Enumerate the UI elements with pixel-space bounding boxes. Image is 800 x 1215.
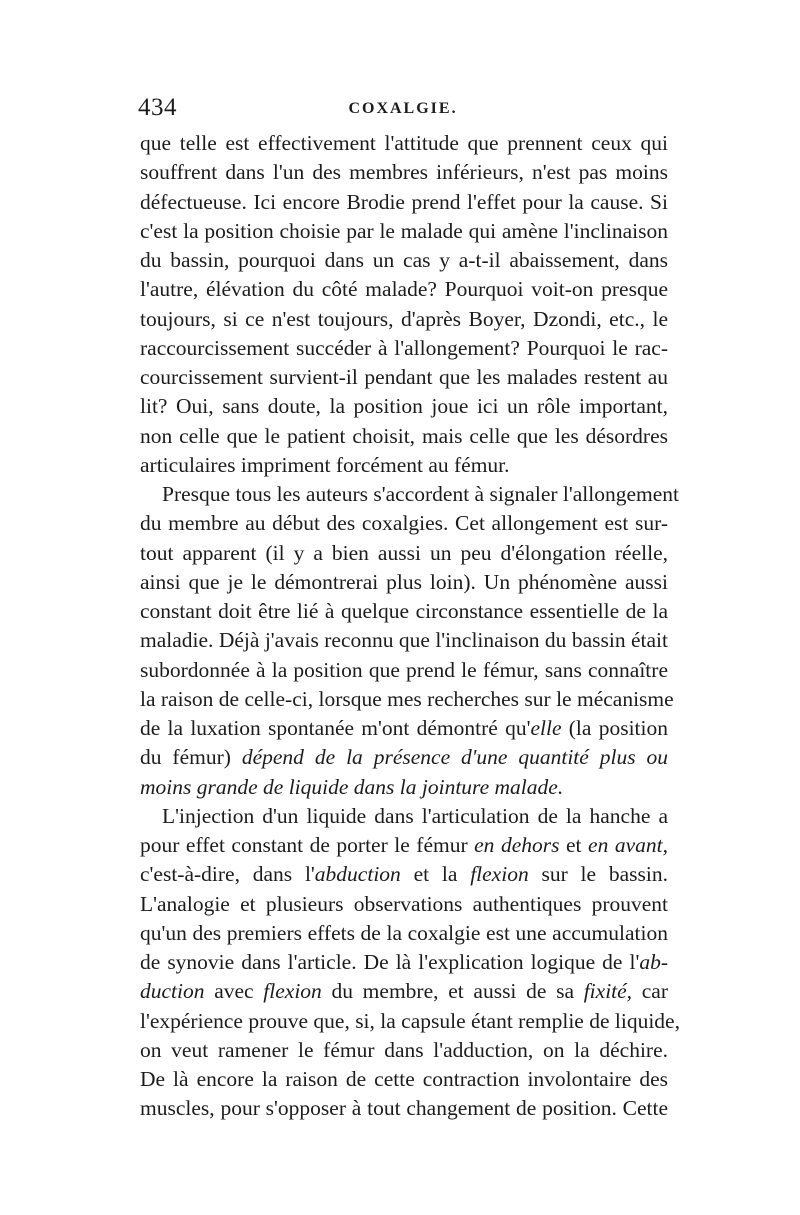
text-line: l'expérience prouve que, si, la capsule étant remplie de liquide, <box>140 1008 680 1033</box>
text-line: la raison de celle-ci, lorsque mes recherches sur le mécanisme <box>140 686 674 711</box>
italic-segment: fixité, <box>583 979 633 1004</box>
text-line: lit? Oui, sans doute, la position joue ici un rôle important, <box>140 394 668 419</box>
text-line: du membre au début des coxalgies. Cet allongement est sur- <box>140 511 668 536</box>
italic-segment: flexion <box>263 979 322 1004</box>
text-segment: pour effet constant de porter le fémur <box>140 833 475 857</box>
text-line <box>140 977 668 1006</box>
italic-segment: en dehors <box>474 833 560 857</box>
text-segment: car <box>632 979 669 1004</box>
text-segment: de synovie dans l'article. De là l'explication logique de l' <box>140 950 640 974</box>
text-line: c'est la position choisie par le malade qui amène l'inclinaison <box>140 218 668 243</box>
text-line: maladie. Déjà j'avais reconnu que l'inclinaison du bassin était <box>140 628 668 653</box>
text-line: que telle est effectivement l'attitude que prennent ceux qui <box>140 131 668 155</box>
running-head: COXALGIE. <box>348 100 458 117</box>
text-line: souffrent dans l'un des membres inférieurs, n'est pas moins <box>140 160 668 185</box>
text-segment: (la position <box>561 716 668 740</box>
italic-segment: en avant, <box>588 833 668 857</box>
text-line: ainsi que je le démontrerai plus loin). Un phénomène aussi <box>140 569 668 594</box>
text-line <box>140 948 668 977</box>
text-line: raccourcissement succéder à l'allongement? Pourquoi le rac- <box>140 335 668 360</box>
text-segment: avec <box>204 979 264 1004</box>
text-line: L'analogie et plusieurs observations authentiques prouvent <box>140 891 668 916</box>
text-line: courcissement survient-il pendant que les malades restent au <box>140 365 668 389</box>
italic-segment: abduction <box>314 862 401 887</box>
text-segment: du fémur) <box>140 745 242 770</box>
text-line: tout apparent (il y a bien aussi un peu d'élongation réelle, <box>140 540 668 565</box>
italic-segment: flexion <box>470 862 529 887</box>
text-segment: de la luxation spontanée m'ont démontré qu' <box>140 716 531 740</box>
text-line: qu'un des premiers effets de la coxalgie est une accumulation <box>140 920 668 945</box>
text-line <box>140 773 668 802</box>
text-line: non celle que le patient choisit, mais celle que les désordres <box>140 423 668 448</box>
text-segment: du membre, et aussi de sa <box>321 979 584 1004</box>
body-text <box>140 129 680 1124</box>
text-line <box>140 714 668 743</box>
page-header <box>138 94 668 124</box>
text-line: subordonnée à la position que prend le fémur, sans connaître <box>140 657 668 682</box>
italic-segment: elle <box>530 716 562 740</box>
text-segment: c'est-à-dire, dans l' <box>140 862 315 887</box>
page-number: 434 <box>138 94 177 121</box>
text-line: défectueuse. Ici encore Brodie prend l'effet pour la cause. Si <box>140 189 668 214</box>
text-line: du bassin, pourquoi dans un cas y a-t-il abaissement, dans <box>140 248 668 272</box>
text-line <box>140 860 668 889</box>
text-line: l'autre, élévation du côté malade? Pourquoi voit-on presque <box>140 277 668 302</box>
text-line: L'injection d'un liquide dans l'articulation de la hanche a <box>162 803 668 828</box>
text-line: De là encore la raison de cette contraction involontaire des <box>140 1067 668 1091</box>
text-line: articulaires impriment forcément au fémur. <box>140 452 510 477</box>
text-segment: et <box>559 833 589 857</box>
text-line: muscles, pour s'opposer à tout changement de position. Cette <box>140 1096 668 1121</box>
text-line: Presque tous les auteurs s'accordent à signaler l'allongement <box>162 482 680 506</box>
text-line: constant doit être lié à quelque circonstance essentielle de la <box>140 599 668 623</box>
text-line <box>140 743 668 772</box>
text-segment: sur le bassin. <box>528 862 668 887</box>
italic-segment: dépend de la présence d'une quantité plus ou <box>241 745 668 770</box>
text-segment: et la <box>400 862 471 887</box>
italic-segment: moins grande de liquide dans la jointure malade. <box>140 774 564 799</box>
italic-segment: duction <box>140 979 205 1004</box>
text-line: toujours, si ce n'est toujours, d'après Boyer, Dzondi, etc., le <box>140 306 668 331</box>
text-line <box>140 831 668 860</box>
italic-segment: ab- <box>639 950 668 974</box>
text-line: on veut ramener le fémur dans l'adduction, on la déchire. <box>140 1037 668 1062</box>
